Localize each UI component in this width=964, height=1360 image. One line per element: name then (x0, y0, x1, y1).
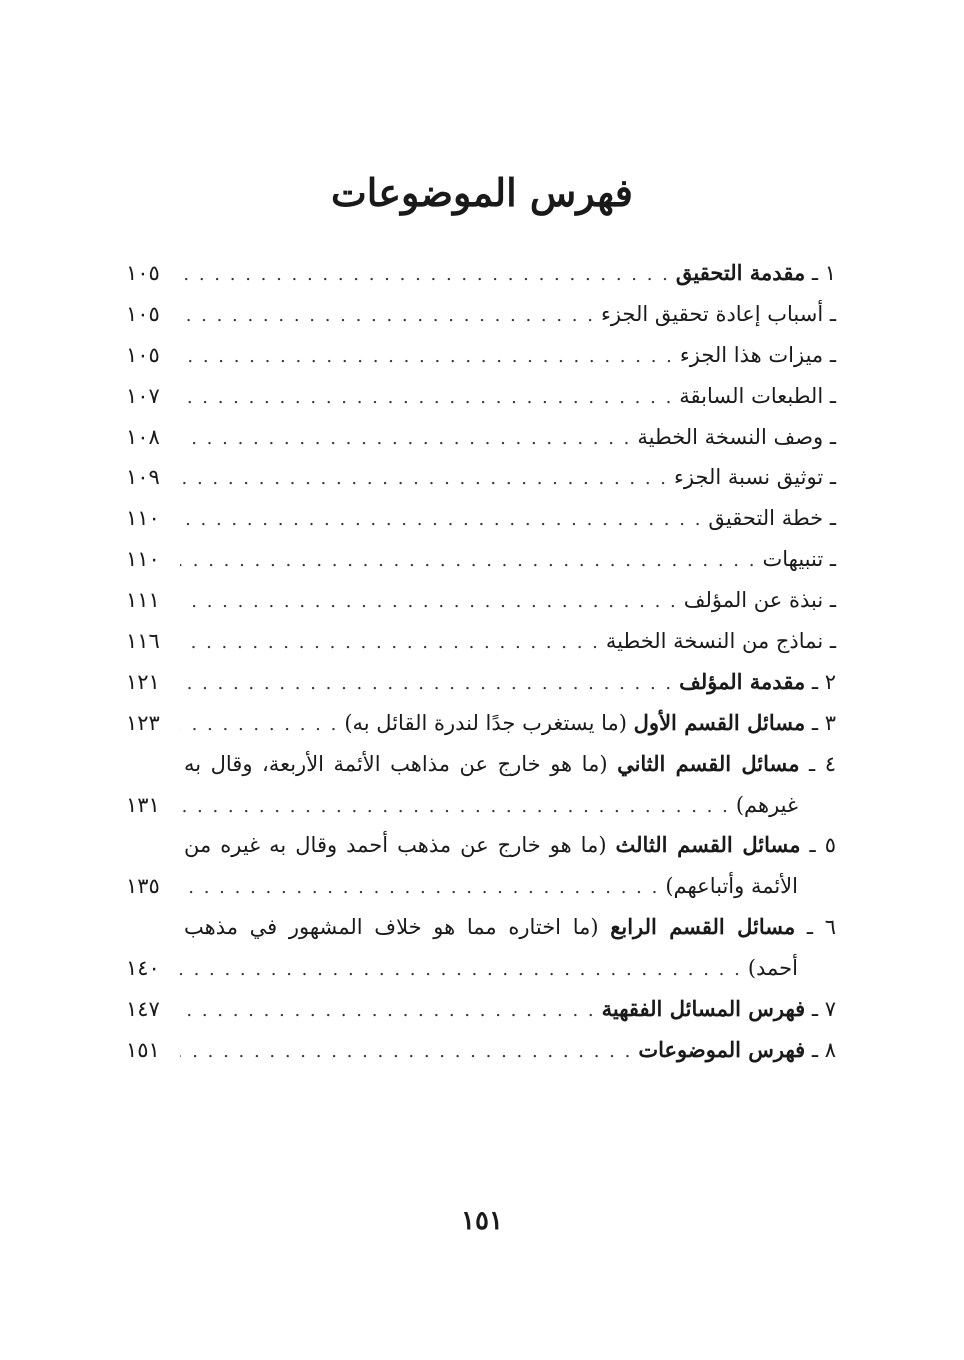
toc-page-number: ١٠٥ (126, 301, 160, 326)
leader-dots (180, 378, 673, 419)
leader-dots (180, 459, 668, 500)
leader-dots (180, 991, 596, 1032)
toc-entry-label: ٧ ـ فهرس المسائل الفقهية (601, 996, 836, 1022)
page-number-footer: ١٥١ (461, 1206, 503, 1236)
leader-dots (180, 868, 659, 909)
toc-entry (126, 457, 836, 498)
leader-dots (180, 623, 600, 664)
toc-page-number: ١١٦ (126, 629, 160, 654)
toc-entry (126, 580, 836, 621)
toc-page-number: ١١١ (126, 588, 160, 613)
toc-page-number: ١٣٥ (126, 874, 160, 899)
toc-entry-label: ـ تنبيهات (762, 547, 836, 572)
toc-entry-label: ٨ ـ فهرس الموضوعات (638, 1036, 836, 1062)
leader-dots (180, 787, 730, 828)
toc-entry-label: ـ نبذة عن المؤلف (683, 588, 836, 613)
toc-entry (126, 989, 836, 1030)
toc-entry-label: ـ أسباب إعادة تحقيق الجزء (600, 301, 836, 326)
toc-page-number: ١٠٥ (126, 261, 160, 285)
leader-dots (180, 255, 670, 296)
leader-dots (180, 582, 678, 623)
toc-page-number: ١٤٠ (126, 956, 160, 981)
leader-dots (180, 705, 338, 746)
leader-dots (180, 500, 702, 541)
toc-entry-label: أحمد) (747, 956, 798, 981)
toc-entry-label: ـ توثيق نسبة الجزء (674, 465, 836, 490)
toc-page-number: ١٢٣ (126, 710, 160, 735)
toc-entry-label: غيرهم) (735, 792, 798, 817)
toc-entry-first-line: ٤ ـ مسائل القسم الثاني (ما هو خارج عن مذاهب الأئمة الأربعة، وقال به (184, 750, 836, 776)
toc-entry-label: ـ نماذج من النسخة الخطية (605, 629, 836, 654)
leader-dots (180, 337, 674, 378)
leader-dots (180, 664, 673, 705)
toc-page-number: ١٠٨ (126, 424, 160, 449)
toc-page-number: ١٠٧ (126, 383, 160, 408)
leader-dots (180, 419, 631, 460)
toc-page-number: ١٠٩ (126, 465, 160, 490)
toc-entry-continuation (126, 948, 836, 989)
toc-page-number: ١٤٧ (126, 997, 160, 1022)
toc-page-number: ١٠٥ (126, 342, 160, 367)
toc-page-number: ١٢١ (126, 669, 160, 694)
toc-entry-label: ١ ـ مقدمة التحقيق (675, 260, 836, 285)
toc-page-number: ١١٠ (126, 547, 160, 572)
page-title: فهرس الموضوعات (331, 170, 633, 215)
table-of-contents (126, 253, 836, 1071)
leader-dots (180, 950, 742, 991)
toc-entry (126, 1030, 836, 1071)
leader-dots (180, 296, 595, 337)
toc-entry (126, 539, 836, 580)
toc-entry (126, 253, 836, 294)
toc-entry-continuation (126, 785, 836, 826)
toc-page-number: ١٥١ (126, 1037, 160, 1062)
toc-entry (126, 621, 836, 662)
toc-page-number: ١١٠ (126, 506, 160, 531)
toc-entry-label: الأئمة وأتباعهم) (665, 874, 798, 899)
toc-entry-label: ـ ميزات هذا الجزء (679, 342, 836, 367)
leader-dots (180, 541, 756, 582)
toc-entry-first-line: ٦ ـ مسائل القسم الرابع (ما اختاره مما هو خلاف المشهور في مذهب (184, 914, 836, 940)
toc-entry (126, 498, 836, 539)
toc-entry-label: ٣ ـ مسائل القسم الأول (ما يستغرب جدًا لندرة القائل به) (344, 709, 836, 735)
toc-entry (126, 376, 836, 417)
toc-entry-label: ٢ ـ مقدمة المؤلف (679, 668, 836, 694)
toc-entry (126, 335, 836, 376)
toc-entry-label: ـ وصف النسخة الخطية (637, 424, 836, 449)
toc-page-number: ١٣١ (126, 792, 160, 817)
toc-entry-continuation (126, 866, 836, 907)
toc-entry-label: ـ الطبعات السابقة (679, 383, 836, 408)
toc-entry (126, 417, 836, 458)
toc-entry (126, 294, 836, 335)
toc-entry-label: ـ خطة التحقيق (708, 506, 836, 531)
leader-dots (180, 1032, 632, 1073)
toc-entry-first-line: ٥ ـ مسائل القسم الثالث (ما هو خارج عن مذهب أحمد وقال به غيره من (184, 832, 836, 858)
toc-entry (126, 703, 836, 744)
toc-entry (126, 662, 836, 703)
